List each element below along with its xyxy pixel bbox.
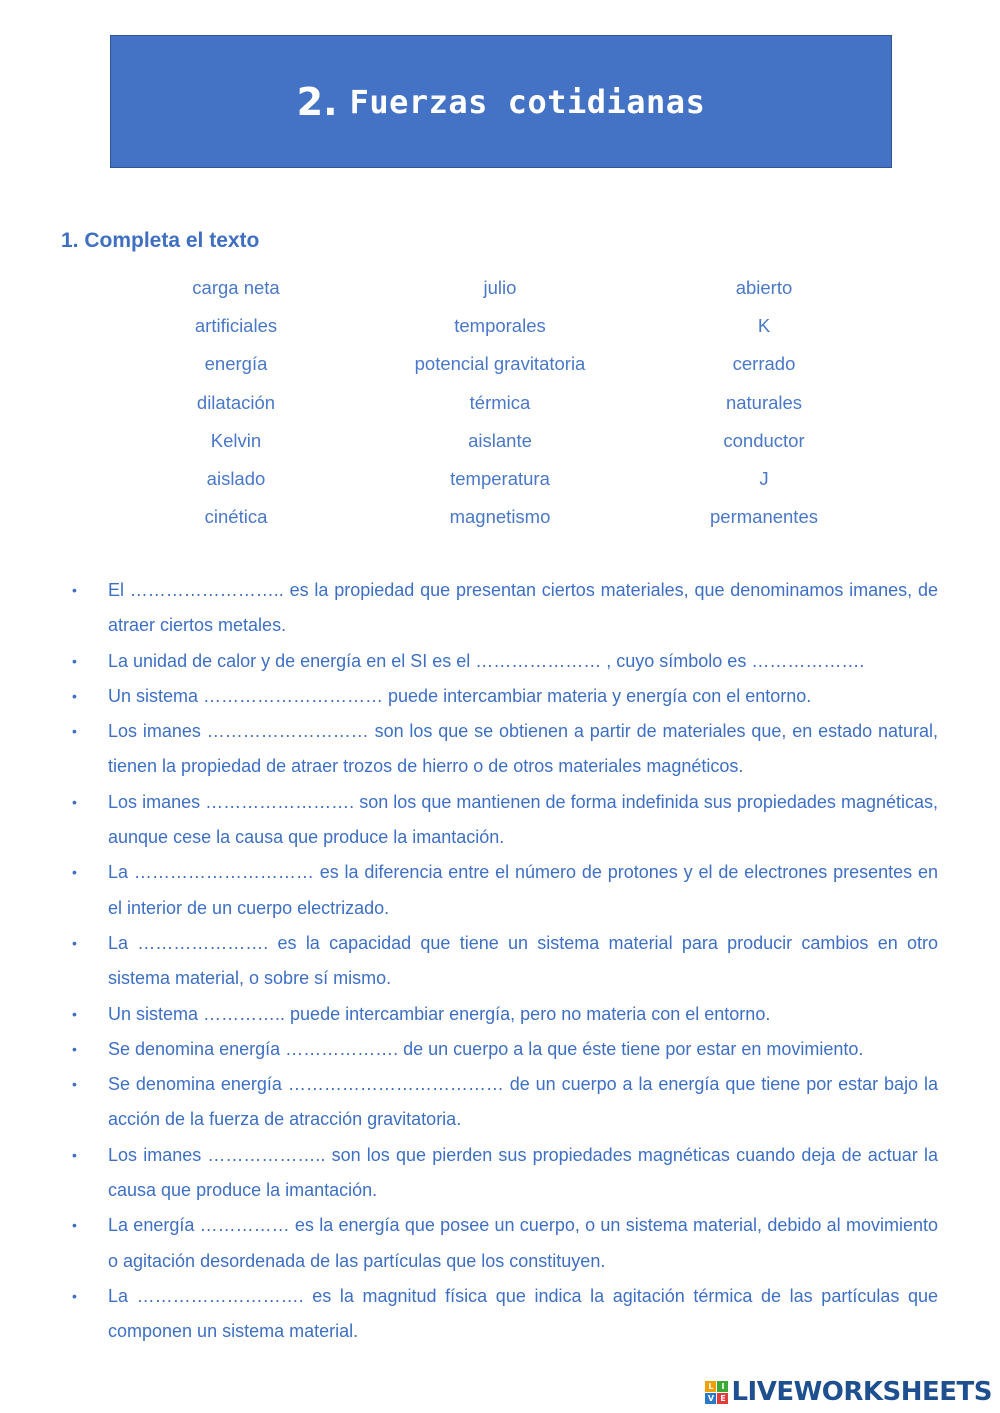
word-bank-item: abierto bbox=[735, 277, 793, 298]
sentence-item bbox=[66, 644, 938, 679]
bullet-icon: • bbox=[72, 582, 77, 598]
brand-text: LIVEWORKSHEETS bbox=[731, 1377, 992, 1407]
sentence-text: Se denomina energía ………………. de un cuerpo a la que éste tiene por estar en movimiento. bbox=[108, 1038, 864, 1059]
sentence-item bbox=[66, 1032, 938, 1067]
sentence-text: Se denomina energía ……………………………… de un cuerpo a la energía que tiene por estar bajo la acción de la fuerza de atracción gravitatoria. bbox=[108, 1074, 938, 1130]
word-bank-item: carga neta bbox=[192, 277, 280, 298]
word-bank-item: potencial gravitatoria bbox=[414, 353, 586, 375]
sentence-item bbox=[66, 1208, 938, 1279]
word-bank-item: artificiales bbox=[194, 315, 278, 337]
word-bank-item: cerrado bbox=[732, 353, 796, 375]
bullet-icon: • bbox=[72, 687, 77, 704]
sentence-item bbox=[66, 573, 938, 644]
title-banner bbox=[110, 35, 892, 168]
sentence-text: Los imanes ……………………… son los que se obtienen a partir de materiales que, en estado natural, tienen la propiedad de atraer trozos de hierro o de otros materiales magnéticos. bbox=[108, 721, 938, 777]
word-bank-item: dilatación bbox=[196, 391, 276, 413]
bullet-icon: • bbox=[72, 793, 77, 810]
bullet-icon: • bbox=[72, 1040, 77, 1057]
sentence-text: El …………………….. es la propiedad que presentan ciertos materiales, que denominamos imanes, de atraer ciertos metales. bbox=[108, 580, 938, 636]
word-bank-item: aislado bbox=[206, 467, 266, 489]
fill-in-list bbox=[66, 573, 938, 1350]
chapter-number: 2. bbox=[296, 79, 338, 124]
sentence-text: Los imanes ……………….. son los que pierden sus propiedades magnéticas cuando deja de actuar la causa que produce la imantación. bbox=[108, 1144, 938, 1201]
sentence-text: Los imanes ……………………. son los que mantienen de forma indefinida sus propiedades magnéticas, aunque cese la causa que produce la imantación. bbox=[108, 791, 938, 848]
bullet-icon: • bbox=[72, 1005, 77, 1022]
sentence-item bbox=[66, 1138, 938, 1209]
word-bank-item: naturales bbox=[725, 391, 803, 413]
sentence-item bbox=[66, 679, 938, 714]
chapter-title: Fuerzas cotidianas bbox=[349, 82, 706, 121]
bullet-icon: • bbox=[72, 1217, 77, 1234]
word-bank-item: aislante bbox=[468, 429, 532, 451]
logo-mark-icon bbox=[705, 1381, 728, 1404]
word-bank-item: J bbox=[759, 467, 769, 489]
sentence-text: La …………………. es la capacidad que tiene un sistema material para producir cambios en otro sistema material, o sobre sí mismo. bbox=[108, 932, 938, 989]
sentence-text: Un sistema ………………………… puede intercambiar materia y energía con el entorno. bbox=[108, 685, 812, 706]
logo-letter: I bbox=[717, 1381, 728, 1392]
sentence-item bbox=[66, 1279, 938, 1350]
word-bank-item: cinética bbox=[204, 506, 268, 528]
logo-letter: V bbox=[705, 1393, 716, 1404]
word-bank-item: temperatura bbox=[450, 467, 550, 489]
logo-letter: L bbox=[705, 1381, 716, 1392]
word-bank-item: K bbox=[757, 315, 771, 337]
word-bank-item: permanentes bbox=[710, 506, 818, 528]
sentence-text: La unidad de calor y de energía en el SI es el ………………… , cuyo símbolo es ………………. bbox=[108, 650, 865, 671]
word-bank-item: temporales bbox=[454, 315, 546, 337]
sentence-text: La energía …………… es la energía que posee un cuerpo, o un sistema material, debido al movimiento o agitación desordenada de las partículas que los constituyen. bbox=[108, 1215, 938, 1271]
logo-letter: E bbox=[717, 1393, 728, 1404]
word-bank bbox=[104, 275, 896, 542]
bullet-icon: • bbox=[72, 1076, 77, 1093]
sentence-item bbox=[66, 997, 938, 1032]
bullet-icon: • bbox=[72, 723, 77, 740]
bullet-icon: • bbox=[72, 652, 77, 669]
sentence-item bbox=[66, 926, 938, 997]
sentence-text: La ………………………. es la magnitud física que indica la agitación térmica de las partículas que componen un sistema material. bbox=[108, 1285, 938, 1342]
sentence-item bbox=[66, 714, 938, 785]
word-bank-item: julio bbox=[483, 277, 517, 298]
word-bank-item: energía bbox=[204, 353, 268, 375]
exercise-title: 1. Completa el texto bbox=[61, 229, 260, 252]
bullet-icon: • bbox=[72, 934, 77, 951]
liveworksheets-logo bbox=[705, 1377, 992, 1407]
word-bank-item: magnetismo bbox=[449, 506, 551, 528]
sentence-item bbox=[66, 855, 938, 926]
sentence-item bbox=[66, 785, 938, 856]
bullet-icon: • bbox=[72, 1146, 77, 1163]
word-bank-item: Kelvin bbox=[210, 429, 262, 451]
word-bank-item: conductor bbox=[723, 429, 805, 451]
sentence-text: Un sistema ………….. puede intercambiar energía, pero no materia con el entorno. bbox=[108, 1003, 771, 1024]
bullet-icon: • bbox=[72, 1287, 77, 1304]
word-bank-item: térmica bbox=[469, 391, 531, 413]
sentence-text: La ………………………… es la diferencia entre el número de protones y el de electrones presentes en el interior de un cuerpo electrizado. bbox=[108, 862, 938, 918]
sentence-item bbox=[66, 1067, 938, 1138]
bullet-icon: • bbox=[72, 864, 77, 881]
